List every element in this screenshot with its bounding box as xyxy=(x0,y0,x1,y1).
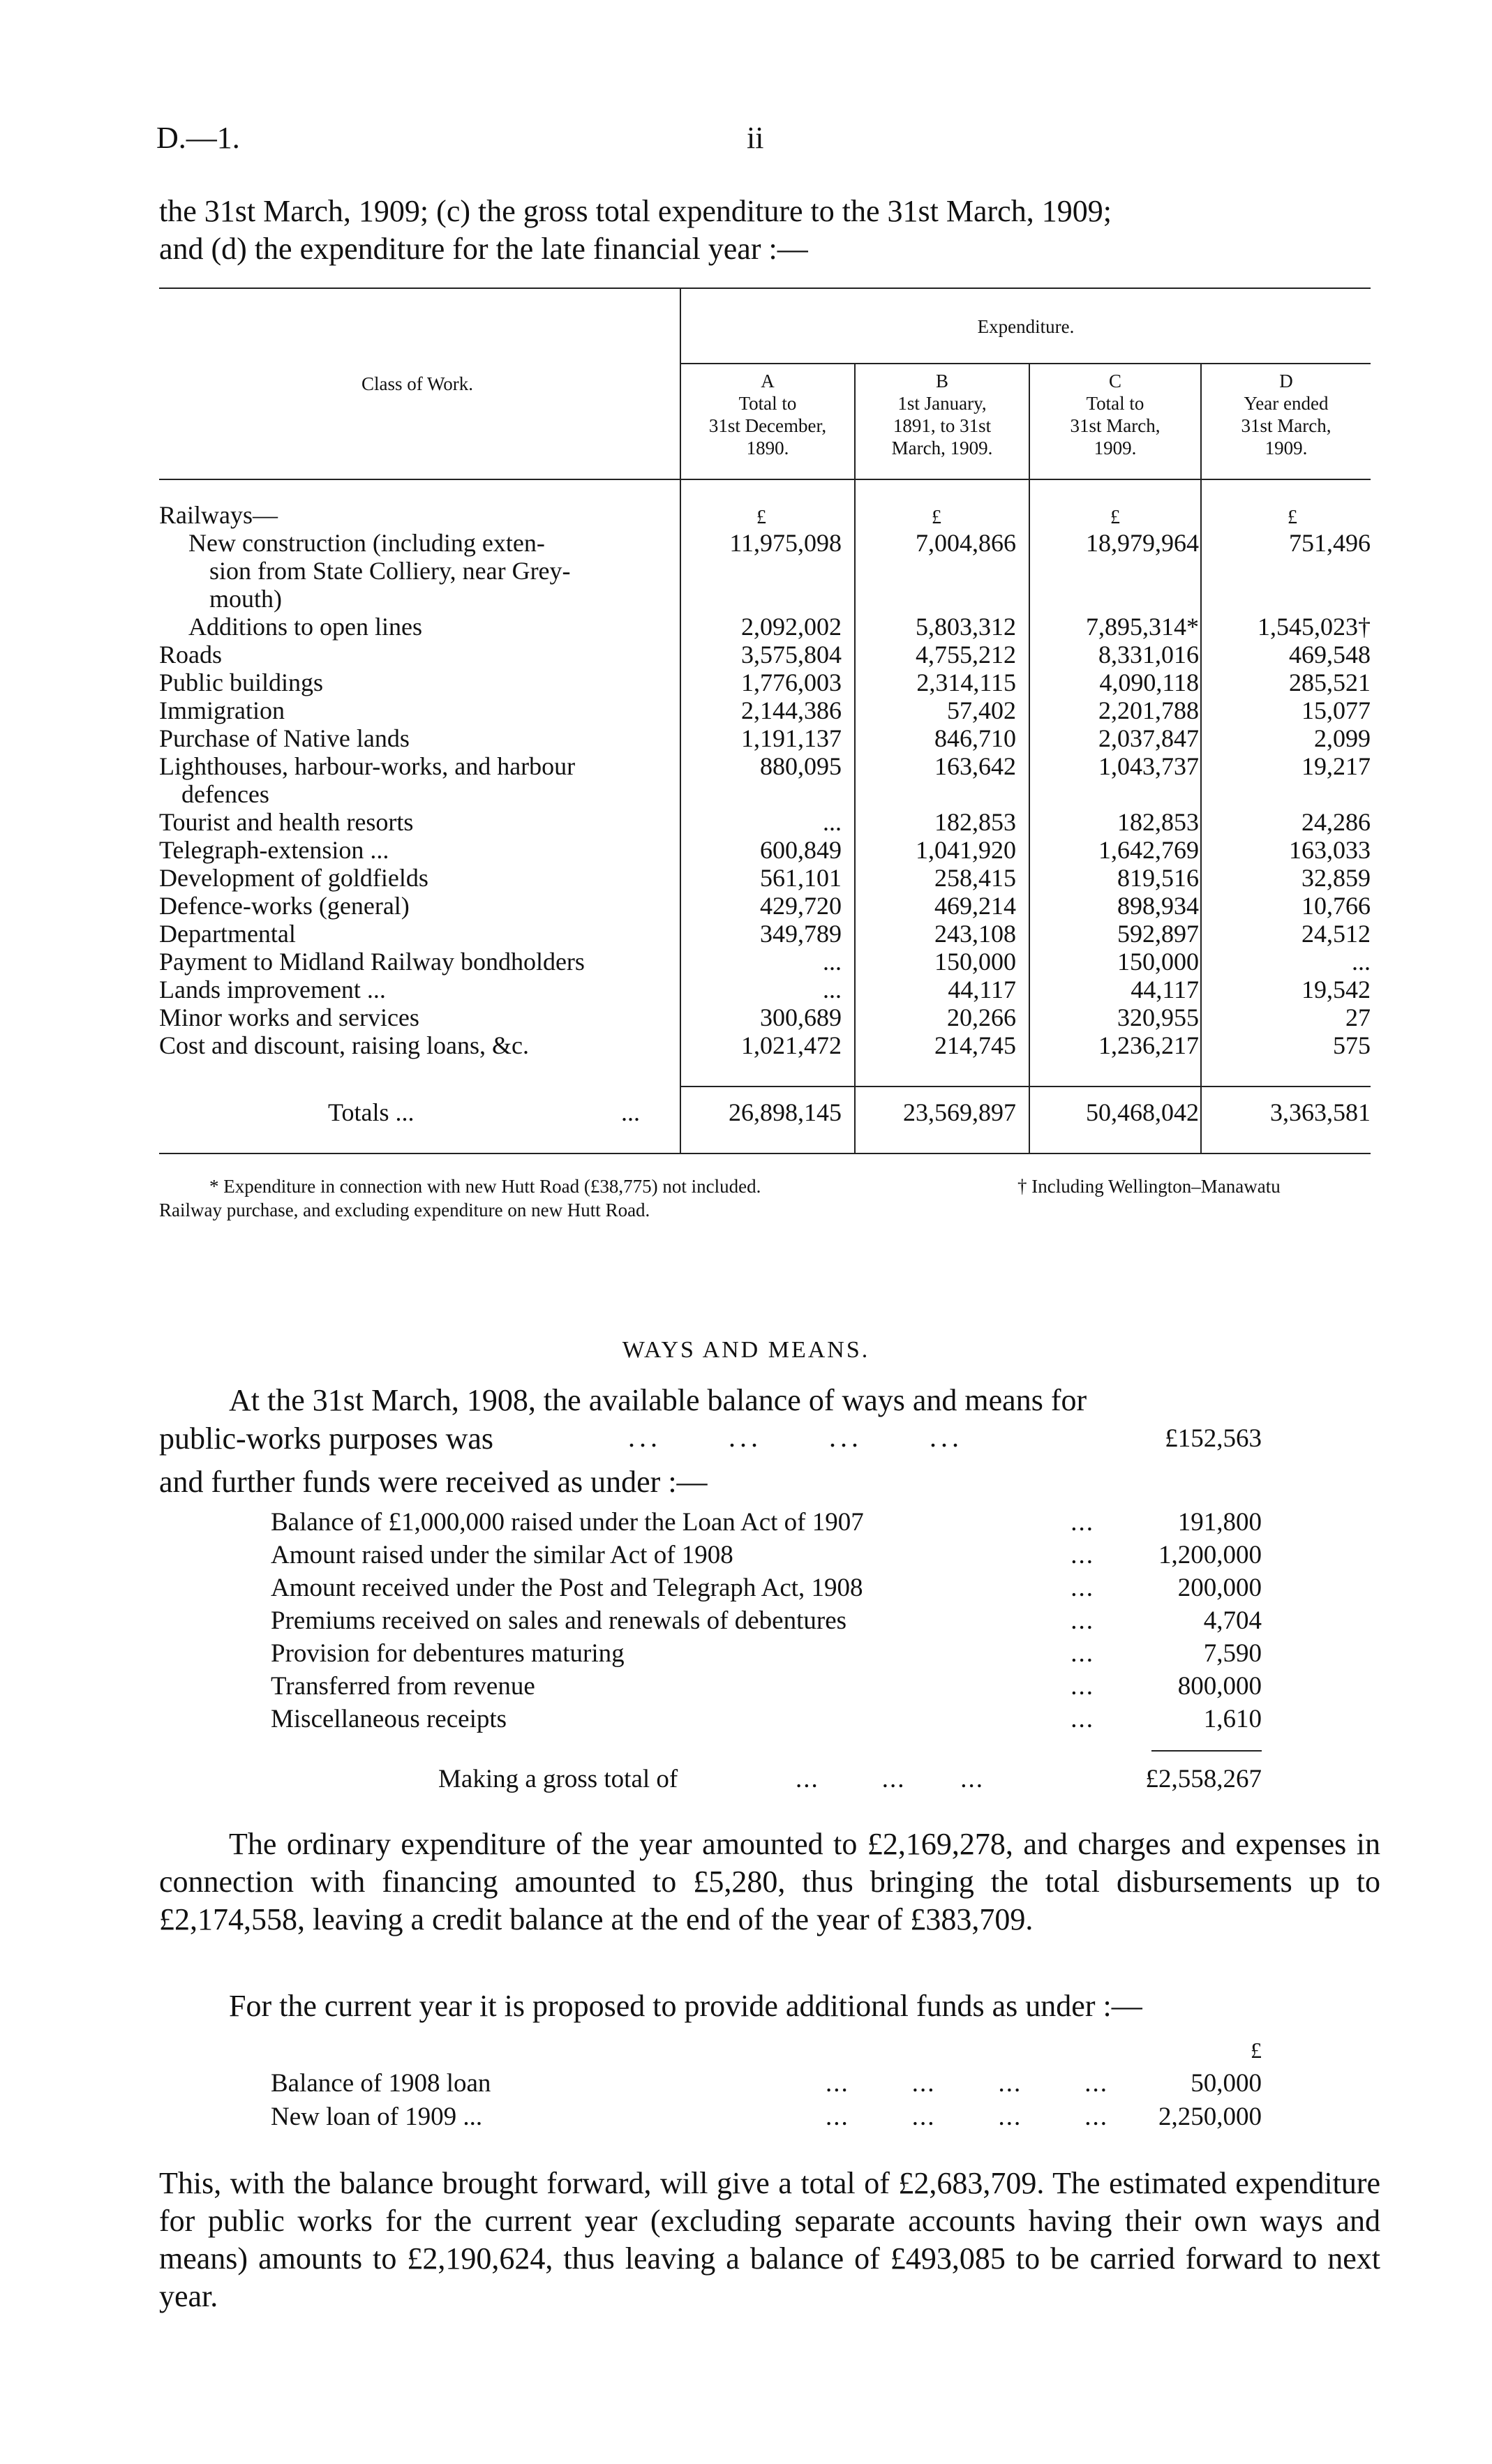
totals-c: 50,468,042 xyxy=(1086,1098,1199,1126)
funds-item-value: 7,590 xyxy=(1203,1639,1262,1668)
row-value-a: 11,975,098 xyxy=(729,529,842,557)
column-divider-d xyxy=(1200,363,1202,1153)
funds-item-label: Amount received under the Post and Telegraph Act, 1908 xyxy=(271,1574,863,1602)
row-label: Public buildings xyxy=(159,669,324,696)
funds-item xyxy=(271,1704,1262,1738)
row-value-b: 469,214 xyxy=(934,892,1016,920)
row-label: Telegraph-extension ... xyxy=(159,836,389,864)
row-value-a: 349,789 xyxy=(760,920,842,948)
row-value-d: 163,033 xyxy=(1289,836,1371,864)
row-value-c: 2,037,847 xyxy=(1098,724,1199,752)
funds-item-label: Miscellaneous receipts xyxy=(271,1705,507,1733)
funds-item-leader: ... xyxy=(1070,1639,1094,1668)
column-header-d: D Year ended 31st March, 1909. xyxy=(1241,371,1331,458)
row-value-c: 44,117 xyxy=(1131,976,1199,1003)
row-label: Roads xyxy=(159,641,222,669)
page-number: ii xyxy=(747,121,764,155)
table-top-rule xyxy=(159,288,1371,289)
funds-item-value: 200,000 xyxy=(1177,1574,1262,1602)
row-label: Cost and discount, raising loans, &c. xyxy=(159,1031,529,1059)
row-label: sion from State Colliery, near Grey- xyxy=(209,557,571,585)
gross-total-value: £2,558,267 xyxy=(1145,1765,1262,1793)
row-value-d: 19,217 xyxy=(1301,752,1371,780)
row-value-d: 575 xyxy=(1333,1031,1371,1059)
row-value-b: 1,041,920 xyxy=(916,836,1016,864)
funds-item-leader: ... xyxy=(1070,1672,1094,1701)
row-value-c: 898,934 xyxy=(1117,892,1199,920)
ways-means-title: WAYS AND MEANS. xyxy=(622,1337,870,1363)
funds-item xyxy=(271,1638,1262,1672)
gross-total-label: Making a gross total of xyxy=(438,1765,678,1793)
row-value-a: 2,144,386 xyxy=(741,696,842,724)
funds-item-value: 4,704 xyxy=(1203,1606,1262,1635)
row-label: Purchase of Native lands xyxy=(159,724,410,752)
gross-total-leader: ... ... ... xyxy=(796,1765,984,1793)
row-value-b: 846,710 xyxy=(934,724,1016,752)
p1-leader: ... ... ... ... xyxy=(628,1421,963,1453)
row-value-a: 2,092,002 xyxy=(741,613,842,641)
gross-total-rule xyxy=(1151,1750,1262,1752)
currency-c: £ xyxy=(1110,507,1120,528)
loan-item xyxy=(271,2068,1262,2102)
row-label: defences xyxy=(181,780,269,808)
ways-means-p1-line1: At the 31st March, 1908, the available balance of ways and means for xyxy=(229,1383,1087,1417)
p1-opening-balance: £152,563 xyxy=(1165,1424,1262,1453)
row-value-a: 429,720 xyxy=(760,892,842,920)
intro-paragraph xyxy=(159,193,1380,268)
row-value-a: 1,776,003 xyxy=(741,669,842,696)
funds-item-leader: ... xyxy=(1070,1705,1094,1733)
funds-item xyxy=(271,1507,1262,1541)
totals-b: 23,569,897 xyxy=(903,1098,1016,1126)
column-header-a: A Total to 31st December, 1890. xyxy=(708,371,827,458)
funds-item xyxy=(271,1606,1262,1639)
currency-d: £ xyxy=(1288,507,1297,528)
funds-item-leader: ... xyxy=(1070,1606,1094,1635)
totals-label: Totals ... xyxy=(328,1098,415,1126)
row-value-c: 819,516 xyxy=(1117,864,1199,892)
row-value-b: 258,415 xyxy=(934,864,1016,892)
loan-item-label: Balance of 1908 loan xyxy=(271,2069,491,2098)
loan-item xyxy=(271,2102,1262,2135)
row-label: Immigration xyxy=(159,696,285,724)
row-value-a: 880,095 xyxy=(760,752,842,780)
totals-d: 3,363,581 xyxy=(1270,1098,1371,1126)
row-value-b: 150,000 xyxy=(934,948,1016,976)
row-value-d: 469,548 xyxy=(1289,641,1371,669)
row-value-c: 2,201,788 xyxy=(1098,696,1199,724)
funds-item xyxy=(271,1540,1262,1574)
table-bottom-rule xyxy=(159,1153,1371,1154)
funds-item-label: Balance of £1,000,000 raised under the Loan Act of 1907 xyxy=(271,1508,864,1537)
row-label: Minor works and services xyxy=(159,1003,419,1031)
row-label: Development of goldfields xyxy=(159,864,428,892)
row-value-a: 600,849 xyxy=(760,836,842,864)
row-value-a: 1,191,137 xyxy=(741,724,842,752)
row-value-c: 320,955 xyxy=(1117,1003,1199,1031)
row-value-c: 18,979,964 xyxy=(1086,529,1199,557)
loan-item-leader: ... ... ... ... xyxy=(826,2103,1108,2131)
loan-item-leader: ... ... ... ... xyxy=(826,2069,1108,2098)
row-value-d: 24,512 xyxy=(1301,920,1371,948)
row-value-d: 15,077 xyxy=(1301,696,1371,724)
totals-top-rule xyxy=(681,1086,1371,1087)
row-value-d: ... xyxy=(1352,948,1371,976)
row-label: Lands improvement ... xyxy=(159,976,386,1003)
row-value-b: 20,266 xyxy=(947,1003,1016,1031)
row-value-c: 1,236,217 xyxy=(1098,1031,1199,1059)
row-label: mouth) xyxy=(209,585,282,613)
row-value-c: 4,090,118 xyxy=(1099,669,1199,696)
railways-heading: Railways— xyxy=(159,501,278,529)
ways-means-p1-line3: and further funds were received as under :— xyxy=(159,1465,708,1499)
row-value-c: 592,897 xyxy=(1117,920,1199,948)
row-value-b: 7,004,866 xyxy=(916,529,1016,557)
footnote-2: † Including Wellington–Manawatu xyxy=(1017,1176,1281,1197)
row-value-c: 182,853 xyxy=(1117,808,1199,836)
closing-paragraph: This, with the balance brought forward, will give a total of £2,683,709. The estimated expenditure for public works for the current year (excluding separate accounts having their own ways and means) amounts to £2,190,624, thus leaving a balance of £493,085 to be carried forward to next year. xyxy=(159,2166,1380,2313)
loan-item-label: New loan of 1909 ... xyxy=(271,2103,483,2131)
row-value-b: 243,108 xyxy=(934,920,1016,948)
row-value-b: 57,402 xyxy=(947,696,1016,724)
funds-item-label: Transferred from revenue xyxy=(271,1672,535,1701)
row-value-a: 561,101 xyxy=(760,864,842,892)
current-year-paragraph: For the current year it is proposed to provide additional funds as under :— xyxy=(229,1989,1142,2023)
expenditure-group-header: Expenditure. xyxy=(977,316,1075,337)
currency-a: £ xyxy=(756,507,766,528)
column-divider-b xyxy=(854,363,856,1153)
row-value-d: 27 xyxy=(1345,1003,1371,1031)
row-label: Payment to Midland Railway bondholders xyxy=(159,948,585,976)
row-label: Lighthouses, harbour-works, and harbour xyxy=(159,752,576,780)
intro-line-1: the 31st March, 1909; (c) the gross total expenditure to the 31st March, 1909; xyxy=(159,194,1112,228)
row-value-b: 163,642 xyxy=(934,752,1016,780)
column-header-b: B 1st January, 1891, to 31st March, 1909. xyxy=(891,371,993,458)
row-value-b: 44,117 xyxy=(948,976,1016,1003)
row-label: New construction (including exten- xyxy=(188,529,545,557)
row-value-a: ... xyxy=(823,976,842,1003)
row-value-a: ... xyxy=(823,808,842,836)
row-value-d: 2,099 xyxy=(1314,724,1371,752)
funds-item-value: 1,610 xyxy=(1203,1705,1262,1733)
row-label: Defence-works (general) xyxy=(159,892,410,920)
footnote-1: * Expenditure in connection with new Hutt Road (£38,775) not included. xyxy=(209,1176,761,1197)
funds-item xyxy=(271,1671,1262,1705)
loan-item-value: 2,250,000 xyxy=(1158,2103,1262,2131)
row-value-b: 5,803,312 xyxy=(916,613,1016,641)
row-value-c: 1,043,737 xyxy=(1098,752,1199,780)
row-value-d: 1,545,023† xyxy=(1258,613,1371,641)
class-of-work-header: Class of Work. xyxy=(361,373,474,394)
funds-item-label: Amount raised under the similar Act of 1908 xyxy=(271,1541,733,1569)
group-header-rule xyxy=(681,363,1371,364)
disbursements-paragraph: The ordinary expenditure of the year amounted to £2,169,278, and charges and expenses in connection with financing amounted to £5,280, thus bringing the total disbursements up to £2,174,558, leaving a credit balance at the end of the year of £383,709. xyxy=(159,1827,1380,1936)
row-value-b: 182,853 xyxy=(934,808,1016,836)
ways-means-p1-line2: public-works purposes was xyxy=(159,1421,494,1456)
totals-leader: ... xyxy=(621,1098,640,1126)
row-label: Tourist and health resorts xyxy=(159,808,414,836)
currency-b: £ xyxy=(932,507,941,528)
funds-item-leader: ... xyxy=(1070,1541,1094,1569)
funds-item-label: Premiums received on sales and renewals of debentures xyxy=(271,1606,847,1635)
row-value-d: 32,859 xyxy=(1301,864,1371,892)
funds-item-leader: ... xyxy=(1070,1508,1094,1537)
row-value-c: 8,331,016 xyxy=(1098,641,1199,669)
document-reference: D.—1. xyxy=(156,121,240,155)
row-value-d: 751,496 xyxy=(1289,529,1371,557)
funds-item xyxy=(271,1573,1262,1606)
funds-item-label: Provision for debentures maturing xyxy=(271,1639,625,1668)
row-label: Departmental xyxy=(159,920,296,948)
row-value-b: 4,755,212 xyxy=(916,641,1016,669)
totals-a: 26,898,145 xyxy=(729,1098,842,1126)
row-value-c: 150,000 xyxy=(1117,948,1199,976)
row-value-d: 19,542 xyxy=(1301,976,1371,1003)
funds-item-value: 800,000 xyxy=(1177,1672,1262,1701)
row-value-c: 1,642,769 xyxy=(1098,836,1199,864)
table-header-rule xyxy=(159,479,1371,480)
row-value-b: 214,745 xyxy=(934,1031,1016,1059)
row-value-d: 285,521 xyxy=(1289,669,1371,696)
row-value-d: 24,286 xyxy=(1301,808,1371,836)
row-label: Additions to open lines xyxy=(188,613,422,641)
funds-item-value: 1,200,000 xyxy=(1158,1541,1262,1569)
row-value-b: 2,314,115 xyxy=(916,669,1016,696)
row-value-a: ... xyxy=(823,948,842,976)
row-value-a: 1,021,472 xyxy=(741,1031,842,1059)
row-value-c: 7,895,314* xyxy=(1086,613,1199,641)
intro-line-2: and (d) the expenditure for the late financial year :— xyxy=(159,232,808,266)
row-value-d: 10,766 xyxy=(1301,892,1371,920)
footnote-3: Railway purchase, and excluding expenditure on new Hutt Road. xyxy=(159,1200,650,1220)
column-divider-c xyxy=(1029,363,1030,1153)
loan-currency: £ xyxy=(1251,2038,1262,2063)
funds-item-leader: ... xyxy=(1070,1574,1094,1602)
column-header-c: C Total to 31st March, 1909. xyxy=(1070,371,1161,458)
funds-item-value: 191,800 xyxy=(1177,1508,1262,1537)
row-value-a: 300,689 xyxy=(760,1003,842,1031)
loan-item-value: 50,000 xyxy=(1191,2069,1262,2098)
row-value-a: 3,575,804 xyxy=(741,641,842,669)
